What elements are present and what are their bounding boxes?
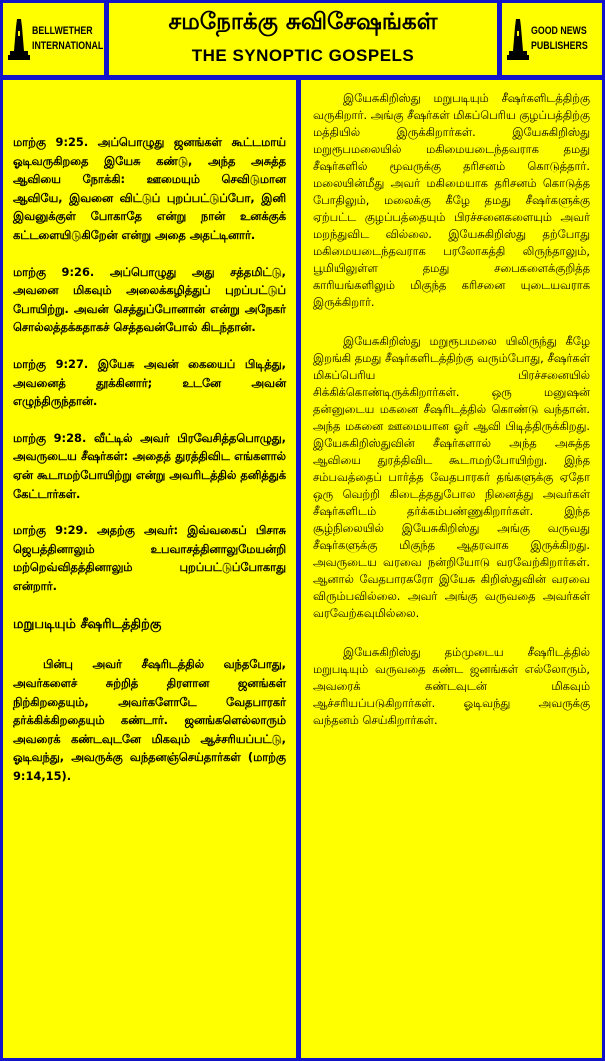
page-title-english: THE SYNOPTIC GOSPELS [191, 46, 415, 65]
left-column [3, 80, 296, 1058]
verse-paragraph: பின்பு அவர் சீஷரிடத்தில் வந்தபோது, அவர்களைச் சுற்றித் திரளான ஜனங்கள் நிற்கிறதையும், அவர்களோடே வேதபாரகர் தர்க்கிக்கிறதையும் கண்டார். ஜனங்களெல்லாரும் அவரைக் கண்டவுடனே மிகவும் ஆச்சரியப்பட்டு, ஓடிவந்து, அவருக்கு வந்தனஞ்செய்தார்கள் (மாற்கு 9:14,15). [13, 657, 286, 784]
verse-paragraph: மாற்கு 9:29. அதற்கு அவர்: இவ்வகைப் பிசாசு ஜெபத்தினாலும் உபவாசத்தினாலுமேயன்றி மற்றெவ்விதத்தினாலும் புறப்பட்டுப்போகாது என்றார். [13, 523, 286, 593]
logo-line-2: INTERNATIONAL [32, 40, 104, 52]
verse-paragraph: மாற்கு 9:25. அப்பொழுது ஜனங்கள் கூட்டமாய் ஓடிவருகிறதை இயேசு கண்டு, அந்த அசுத்த ஆவியை நோக்கி: ஊமையும் செவிடுமான ஆவியே, இவனை விட்டுப் புறப்பட்டுப்போ, இனி இவனுக்குள் போகாதே என்று நான் உனக்குக் கட்டளையிடுகிறேன் என்று அதை அதட்டினார். [13, 135, 286, 242]
logo-line-2: PUBLISHERS [531, 40, 588, 52]
verse-paragraph: மாற்கு 9:27. இயேசு அவன் கையைப் பிடித்து, அவனைத் தூக்கினார்; உடனே அவன் எழுந்திருந்தான். [13, 356, 286, 409]
commentary-paragraph: இயேசுகிறிஸ்து தம்முடைய சீஷரிடத்தில் மறுபடியும் வருவதை கண்ட ஜனங்கள் எல்லோரும், அவரைக் கண்டவுடன் மிகவும் ஆச்சரியப்படுகிறார்கள். ஓடிவந்து அவருக்கு வந்தனம் செய்கிறார்கள். [313, 645, 590, 727]
verse-paragraph: மாற்கு 9:26. அப்பொழுது அது சத்தமிட்டு, அவனை மிகவும் அலைக்கழித்துப் புறப்பட்டுப் போயிற்று. அவன் செத்துப்போனான் என்று அநேகர் சொல்லத்தக்கதாகச் செத்தவன்போல் கிடந்தான். [13, 264, 286, 335]
bellwether-logo [3, 3, 104, 75]
good-news-logo [502, 3, 602, 75]
commentary-paragraph: இயேசுகிறிஸ்து மறுபடியும் சீஷர்களிடத்திற்கு வருகிறார். அங்கு சீஷர்கள் மிகப்பெரிய குழப்பத்திற்கு மத்தியில் இருக்கிறார்கள். இயேசுகிறிஸ்து மறுரூபமலையில் மகிமையடைந்தவராக தமது சீஷர்களில் மூவருக்கு தரிசனம் கொடுத்தார். மலையின்மீது அவர் மகிமையாக தரிசனம் கொடுத்த போதிலும், மலைக்கு கீழே தமது சீஷர்களுக்கு ஏற்பட்ட குழப்பத்தையும் பிரச்சனைகளையும் அவர் மறந்துவிட வில்லை. இயேசுகிறிஸ்து தற்போது மகிமையடைந்தவராக பரலோகத்தி லிருந்தாலும், பூமியிலுள்ள தமது சபைகளைக்குறித்த காரியங்களிலும் மிகுந்த கரிசனை யுடையவராக இருக்கிறார். [313, 91, 590, 309]
logo-line-1: GOOD NEWS [531, 25, 587, 37]
verse-paragraph: மாற்கு 9:28. வீட்டில் அவர் பிரவேசித்தபொழுது, அவருடைய சீஷர்கள்: அதைத் துரத்திவிட எங்களால் ஏன் கூடாமற்போயிற்று என்று அவரிடத்தில் தனித்துக் கேட்டார்கள். [13, 430, 286, 501]
tower-icon [507, 17, 529, 61]
title-banner [109, 3, 497, 75]
section-heading: மறுபடியும் சீஷரிடத்திற்கு [13, 617, 162, 633]
commentary-paragraph: இயேசுகிறிஸ்து மறுரூபமலை யிலிருந்து கீழே இறங்கி தமது சீஷர்களிடத்திற்கு வரும்போது, சீஷர்கள் மிகப்பெரிய பிரச்சனையில் சிக்கிக்கொண்டிருக்கிறார்கள். ஒரு மனுஷன் தன்னுடைய மகனை சீஷரிடத்தில் கொண்டு வந்தான். அந்த மகனை ஊமையான ஓர் ஆவி பிடித்திருக்கிறது. இயேசுகிறிஸ்துவின் சீஷர்களால் அந்த அசுத்த ஆவியை துரத்திவிட கூடாமற்போயிற்று. இந்த சம்பவத்தைப் பார்த்த வேதபாரகர் தங்களுக்கு ஏதோ ஒரு வெற்றி கிடைத்ததுபோல நினைத்து அவர்கள் சீஷர்களிடம் தர்க்கம்பண்ணுகிறார்கள். இந்த சூழ்நிலையில் இயேசுகிறிஸ்து அங்கு வருவது சீஷர்களுக்கு மிகுந்த ஆதரவாக இருக்கிறது. அவருடைய வரவை நன்றியோடு வரவேற்கிறார்கள். ஆனால் வேதபாரகரோ இயேசு கிறிஸ்துவின் வரவை விரும்பவில்லை. அவர் அங்கு வருவதை அவர்கள் வரவேற்கவுமில்லை. [313, 334, 590, 620]
tower-icon [8, 17, 30, 61]
logo-line-1: BELLWETHER [32, 25, 93, 37]
right-column [301, 80, 602, 1058]
page-title-tamil: சமநோக்கு சுவிசேஷங்கள் [168, 9, 438, 35]
